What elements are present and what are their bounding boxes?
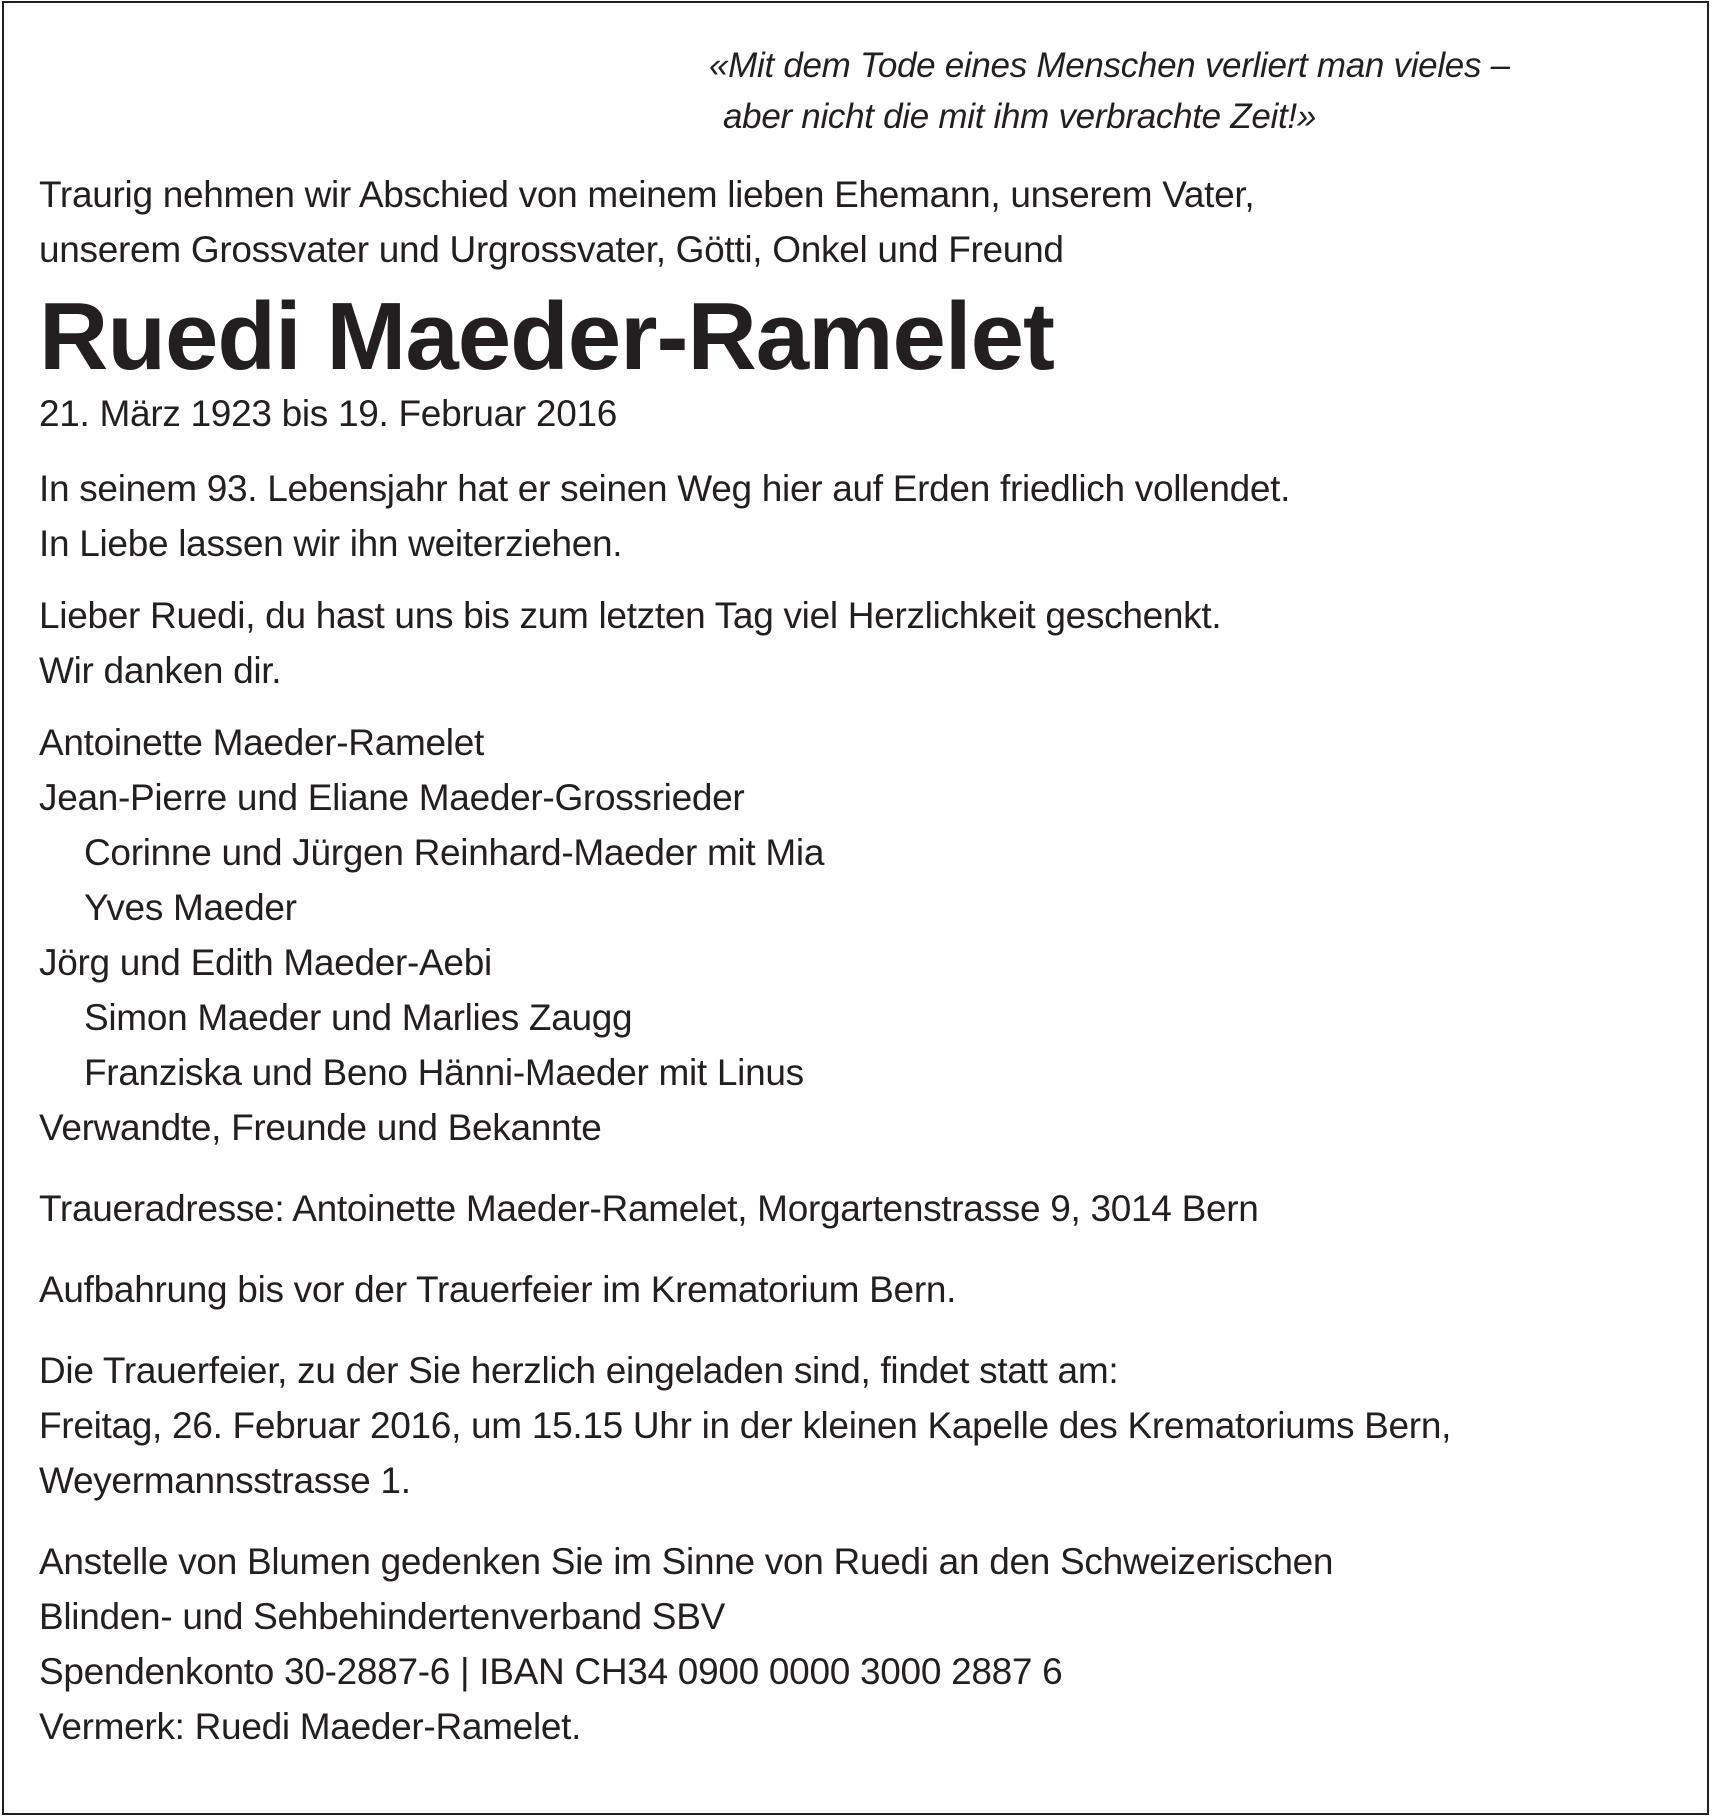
passage-line: Wir danken dir. xyxy=(39,650,282,691)
mourner-name: Simon Maeder und Marlies Zaugg xyxy=(84,997,633,1038)
passage-thanks xyxy=(39,588,1679,698)
passage-line: In Liebe lassen wir ihn weiterziehen. xyxy=(39,523,623,564)
intro-line: unserem Grossvater und Urgrossvater, Götti, Onkel und Freund xyxy=(39,229,1064,270)
mourner-name: Verwandte, Freunde und Bekannte xyxy=(39,1107,602,1148)
mourners-list xyxy=(39,715,1679,1155)
mourner-name: Corinne und Jürgen Reinhard-Maeder mit Mia xyxy=(84,832,825,873)
epigraph-quote xyxy=(709,40,1679,142)
passage-line: In seinem 93. Lebensjahr hat er seinen Weg hier auf Erden friedlich vollendet. xyxy=(39,468,1291,509)
intro-text xyxy=(39,167,1679,277)
donation-line: Anstelle von Blumen gedenken Sie im Sinne von Ruedi an den Schweizerischen xyxy=(39,1541,1334,1582)
viewing-notice: Aufbahrung bis vor der Trauerfeier im Krematorium Bern. xyxy=(39,1269,957,1310)
deceased-name: Ruedi Maeder-Ramelet xyxy=(39,283,1054,390)
donation-note: Vermerk: Ruedi Maeder-Ramelet. xyxy=(39,1706,582,1747)
quote-line: aber nicht die mit ihm verbrachte Zeit!» xyxy=(723,97,1316,136)
donation-request xyxy=(39,1534,1679,1754)
mourner-name: Yves Maeder xyxy=(84,887,297,928)
ceremony-line: Die Trauerfeier, zu der Sie herzlich eingeladen sind, findet statt am: xyxy=(39,1350,1119,1391)
mourner-name: Jörg und Edith Maeder-Aebi xyxy=(39,942,492,983)
passage-peaceful xyxy=(39,461,1679,571)
obituary-notice xyxy=(39,40,1679,1754)
ceremony-details xyxy=(39,1343,1679,1508)
intro-line: Traurig nehmen wir Abschied von meinem lieben Ehemann, unserem Vater, xyxy=(39,174,1255,215)
life-dates: 21. März 1923 bis 19. Februar 2016 xyxy=(39,393,618,434)
ceremony-line: Weyermannsstrasse 1. xyxy=(39,1460,411,1501)
donation-account: Spendenkonto 30-2887-6 | IBAN CH34 0900 0000 3000 2887 6 xyxy=(39,1651,1063,1692)
quote-line: «Mit dem Tode eines Menschen verliert man vieles – xyxy=(709,46,1510,85)
mourner-name: Jean-Pierre und Eliane Maeder-Grossrieder xyxy=(39,777,745,818)
donation-line: Blinden- und Sehbehindertenverband SBV xyxy=(39,1596,725,1637)
ceremony-line: Freitag, 26. Februar 2016, um 15.15 Uhr in der kleinen Kapelle des Krematoriums Bern, xyxy=(39,1405,1452,1446)
mourning-address: Traueradresse: Antoinette Maeder-Ramelet, Morgartenstrasse 9, 3014 Bern xyxy=(39,1188,1259,1229)
passage-line: Lieber Ruedi, du hast uns bis zum letzten Tag viel Herzlichkeit geschenkt. xyxy=(39,595,1222,636)
mourner-name: Franziska und Beno Hänni-Maeder mit Linus xyxy=(84,1052,804,1093)
mourner-name: Antoinette Maeder-Ramelet xyxy=(39,722,484,763)
